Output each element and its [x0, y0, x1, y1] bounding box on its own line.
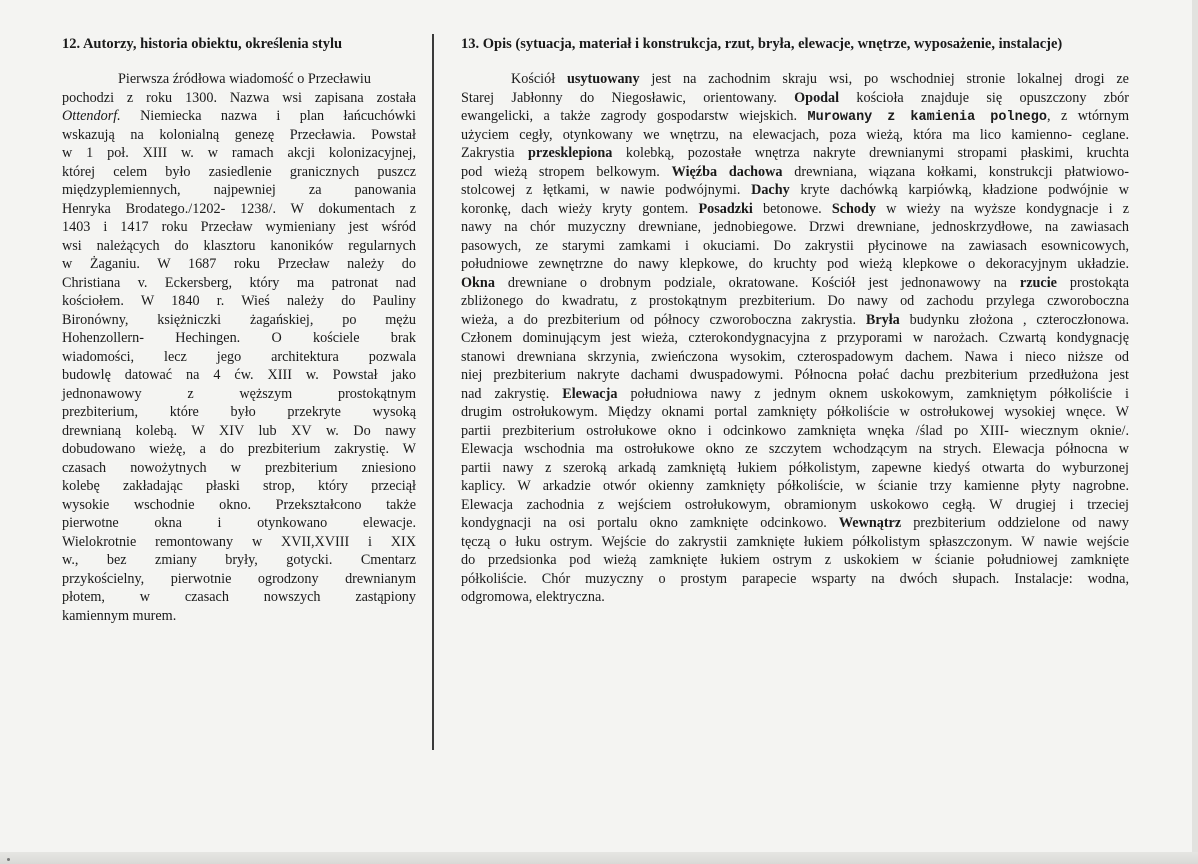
scan-speck — [7, 858, 10, 861]
text-line: pod wieżą stropem belkowym. Więźba dachowa drewniana, wiązana kołkami, konstrukcji płatwiowo- — [461, 163, 1129, 180]
section-13-text — [461, 70, 1129, 607]
text-line: dobudowano wieżę, a do prezbiterium zakrystię. W — [62, 441, 416, 457]
scan-edge-bottom — [0, 852, 1198, 864]
text-line: Członem dominującym jest wieża, czterokondygnacyjna z przyporami w narożach. Czwartą kondygnację — [461, 330, 1129, 346]
text-line: tęczą o łuku ostrym. Wejście do zakrystii zamknięte łukiem półkolistym spłaszczonym. W nawie wejście — [461, 533, 1129, 550]
text-line: drugim ostrołukowym. Między oknami portal zamknięty półkoliście w ostrołukowej wysokiej wnęce. W — [461, 404, 1129, 420]
text-line: kaplicy. W arkadzie otwór okienny zamknięty półkoliście, w ścianie trzy kamienne płyty nagrobne. — [461, 478, 1129, 494]
text-line: kamiennym murem. — [62, 607, 177, 624]
text-line: pasowych, ze starymi zamkami i okuciami. Do zakrystii płycinowe na zawiasach esownicowych, — [461, 237, 1129, 254]
text-line: Ottendorf. Niemiecka nazwa i plan łańcuchówki — [62, 108, 416, 124]
text-line: 1403 i 1417 roku Przecław wymieniany jest wśród — [62, 219, 416, 235]
text-line: nad zakrystię. Elewacja południowa nawy z jednym oknem uskokowym, zamkniętym półkoliście i — [461, 385, 1129, 402]
text-line: której celem było zasiedlenie granicznych puszcz — [62, 163, 416, 180]
text-line: partii nawy z szeroką arkadą zamkniętą łukiem półkolistym, zapewne kiedyś otwarta do wyburzonej — [461, 459, 1129, 476]
text-line: wiadomości, lecz jego architektura pozwala — [62, 348, 416, 365]
section-13-heading: 13. Opis (sytuacja, materiał i konstrukcja, rzut, bryła, elewacje, wnętrze, wyposażenie, instalacje) — [461, 36, 1063, 52]
text-line: Bironówny, księżniczki żagańskiej, po mężu — [62, 311, 416, 328]
text-line: Elewacja zachodnia z wejściem ostrołukowym, obramionym uskokowo cegłą. W drugiej i trzeciej — [461, 496, 1129, 513]
text-line: budowlę datować na 4 ćw. XIII w. Powstał jako — [62, 367, 416, 383]
text-line: jednonawowy z węższym prostokątnym — [62, 385, 416, 402]
text-line: czasach nowożytnych w prezbiterium zniesiono — [62, 459, 416, 476]
text-line: ewangelicki, a także zagrody gospodarstw wiejskich. Murowany z kamienia polnego, z wtórnym — [461, 108, 1129, 125]
text-line: Hohenzollern- Hechingen. O kościele brak — [62, 330, 416, 346]
text-line: południowe zewnętrzne do nawy klepkowe, do kruchty pod wieżą klepkowe o dekoracyjnym układzie. — [461, 256, 1129, 272]
section-12-heading: 12. Autorzy, historia obiektu, określenia stylu — [62, 36, 343, 52]
section-13-column — [461, 36, 1129, 607]
text-line: użyciem cegły, otynkowany we wnętrzu, na elewacjach, poza wieżą, która ma lico kamienno- ceglane. — [461, 126, 1129, 143]
text-line: odgromowa, elektryczna. — [461, 589, 605, 605]
scan-edge-right — [1192, 0, 1198, 864]
text-line: prezbiterium, które było przekryte wysoką — [62, 404, 416, 420]
section-12-text — [62, 70, 416, 625]
text-line: koronkę, dach wieży kryty gontem. Posadzki betonowe. Schody w wieży na wyższe kondygnacje i z — [461, 200, 1129, 217]
text-line: zbliżonego do kwadratu, z prostokątnym prezbiterium. Do nawy od zachodu przylega czworoboczna — [461, 293, 1129, 309]
text-line: Okna drewniane o drobnym podziale, okratowane. Kościół jest jednonawowy na rzucie prostokąta — [461, 274, 1129, 291]
text-line: Kościół usytuowany jest na zachodnim skraju wsi, po wschodniej stronie lokalnej drogi ze — [511, 71, 1129, 87]
text-line: do przedsionka pod wieżą zamknięte łukiem ostrym z uskokiem w ścianie południowej zamknięte — [461, 552, 1129, 568]
text-line: stolcowej z łętkami, w nawie podwójnymi. Dachy kryte dachówką karpiówką, kładzione podwójnie w — [461, 182, 1129, 198]
text-line: Wielokrotnie remontowany w XVII,XVIII i XIX — [62, 533, 416, 550]
text-line: stanowi drewniana skrzynia, zwieńczona wysokim, czterospadowym dachem. Nawa i nieco niższe od — [461, 348, 1129, 365]
text-line: Pierwsza źródłowa wiadomość o Przecławiu — [118, 71, 371, 87]
text-line: Starej Jabłonny do Niegosławic, orientowany. Opodal kościoła znajduje się opuszczony zbór — [461, 89, 1129, 106]
text-line: wsi należących do klasztoru kanoników regularnych — [62, 237, 416, 254]
text-line: w Żaganiu. W 1687 roku Przecław należy do — [62, 256, 416, 272]
text-line: w., bez zmiany bryły, gotycki. Cmentarz — [62, 552, 416, 568]
text-line: nawy na chór muzyczny drewniane, jednobiegowe. Drzwi drewniane, jednoskrzydłowe, na zawiasach — [461, 219, 1129, 235]
text-line: Elewacja wschodnia ma ostrołukowe okno ze szczytem wchodzącym na strych. Elewacja północna w — [461, 441, 1129, 457]
text-line: wskazują na kolonialną genezę Przecławia. Powstał — [62, 126, 416, 143]
text-line: drewnianą kolebą. W XIV lub XV w. Do nawy — [62, 422, 416, 439]
text-line: kolebę zakładając płaski strop, który przeciął — [62, 478, 416, 494]
text-line: Henryka Brodatego./1202- 1238/. W dokumentach z — [62, 200, 416, 217]
text-line: pierwotne okna i otynkowano elewacje. — [62, 515, 416, 531]
text-line: płotem, w czasach nowszych zastąpiony — [62, 589, 416, 605]
text-line: pochodzi z roku 1300. Nazwa wsi zapisana została — [62, 89, 416, 106]
text-line: niej prezbiterium nakryte dachami dwuspadowymi. Północna połać dachu prezbiterium przedłużona jest — [461, 367, 1129, 383]
text-line: międzyplemiennych, najpewniej za panowania — [62, 182, 416, 198]
section-12-column — [62, 36, 416, 625]
text-line: Zakrystia przesklepiona kolebką, pozostałe wnętrza nakryte drewnianymi stropami płaskimi, kruchta — [461, 145, 1130, 161]
text-line: wysokie wschodnie okno. Przekształcono także — [62, 496, 416, 513]
text-line: partii prezbiterium ostrołukowe okno i odcinkowo zamknięta wnęka /ślad po XIII- wiecznym oknie/. — [461, 422, 1129, 439]
text-line: wieża, a do prezbiterium od północy czworoboczna zakrystia. Bryła budynku złożona , czteroczłonowa. — [461, 311, 1129, 328]
text-line: półkoliście. Chór muzyczny o prostym parapecie wsparty na dwóch słupach. Instalacje: wodna, — [461, 570, 1129, 587]
text-line: przykościelny, pierwotnie ogrodzony drewnianym — [62, 570, 416, 587]
text-line: Christiana v. Eckersberg, który ma patronat nad — [62, 274, 416, 291]
column-divider — [432, 34, 434, 750]
text-line: w 1 poł. XIII w. w ramach akcji kolonizacyjnej, — [62, 145, 416, 161]
text-line: kościołem. W 1840 r. Wieś należy do Pauliny — [62, 293, 416, 309]
text-line: kondygnacji na osi portalu okno zamknięte odcinkowo. Wewnątrz prezbiterium oddzielone od nawy — [461, 515, 1129, 531]
